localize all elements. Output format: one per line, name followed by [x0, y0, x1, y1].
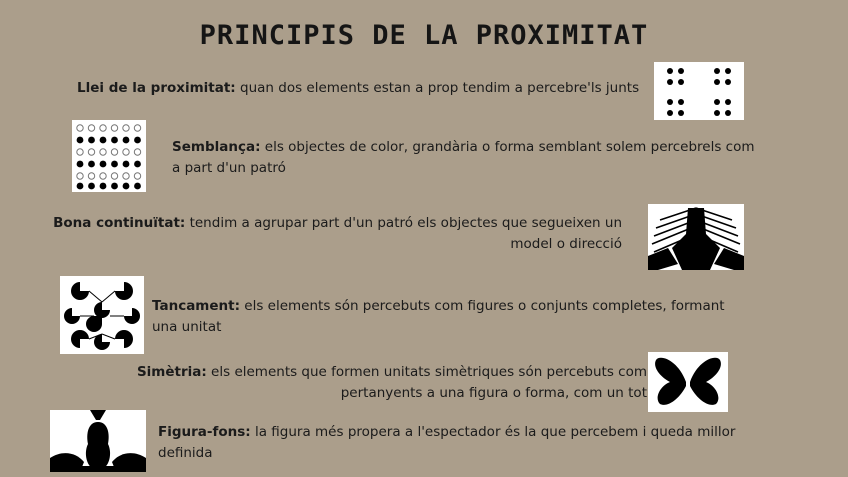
principle-term: Llei de la proximitat: — [77, 80, 236, 96]
principle-figura-fons — [158, 422, 788, 464]
principle-term: Bona continuïtat: — [53, 215, 186, 231]
page-title: PRINCIPIS DE LA PROXIMITAT — [199, 20, 649, 51]
figure-ground-illustration — [50, 410, 146, 472]
principle-term: Semblança: — [172, 139, 261, 155]
closure-illustration — [60, 276, 144, 354]
principle-term: Figura-fons: — [158, 424, 251, 440]
principle-description: tendim a agrupar part d'un patró els objectes que segueixen un model o direcció — [185, 215, 622, 252]
principle-tancament — [152, 296, 752, 338]
principle-description: els objectes de color, grandària o forma semblant solem percebrels com a part d'un patró — [172, 139, 755, 176]
principle-term: Simètria: — [136, 364, 207, 380]
principle-proximitat — [77, 78, 647, 99]
similarity-dots-illustration — [72, 120, 146, 192]
principle-description: els elements són percebuts com figures o conjunts completes, formant una unitat — [152, 298, 725, 335]
principle-description: la figura més propera a l'espectador és la que percebem i queda millor definida — [158, 424, 736, 461]
principle-term: Tancament: — [152, 298, 240, 314]
principle-bona-continuitat — [50, 213, 622, 255]
principle-description: els elements que formen unitats simètriques són percebuts com pertanyents a una figura o forma, com un tot — [206, 364, 647, 401]
symmetry-butterfly-illustration — [648, 352, 728, 412]
principle-simetria — [132, 362, 647, 404]
proximity-dots-illustration — [654, 62, 744, 120]
principle-semblanca — [172, 137, 762, 179]
continuity-illustration — [648, 204, 744, 270]
principle-description: quan dos elements estan a prop tendim a percebre'ls junts — [235, 80, 640, 96]
